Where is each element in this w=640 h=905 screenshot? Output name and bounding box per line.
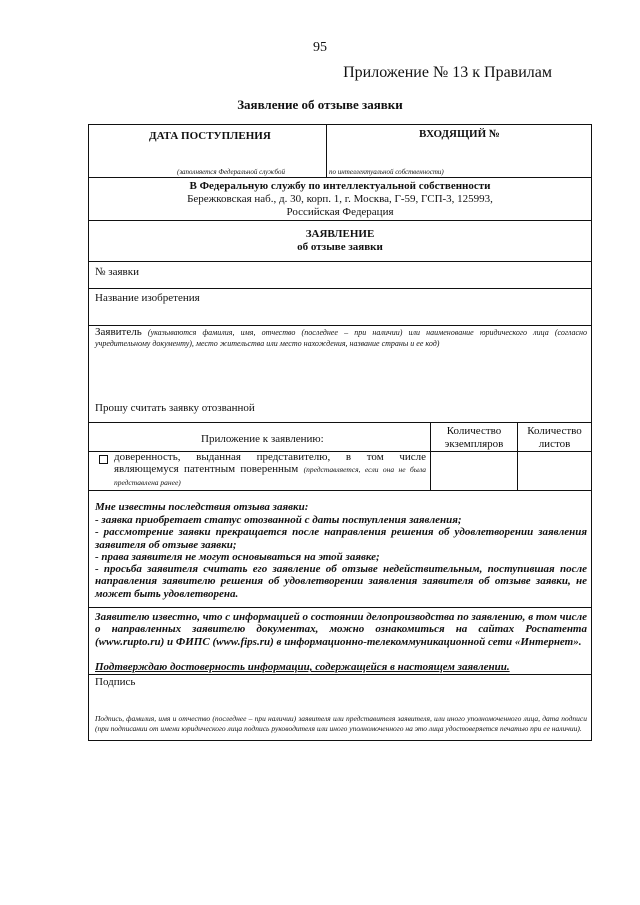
consequences-list [95,514,587,600]
page-number: 95 [313,40,327,55]
divider [89,288,591,289]
consequence-item: - рассмотрение заявки прекращается после направления решения об удовлетворении заявления заявителя об отзыве заявки; [95,526,587,551]
divider [89,490,591,491]
divider [89,220,591,221]
signature-note: Подпись, фамилия, имя и отчество (последнее – при наличии) заявителя или представителя заявителя, или иного уполномоченного лица, дата подписи (при подписании от имени юридического лица подпись руководителя или иного уполномоченного на это лица удостоверяется печатью при ее наличии). [95,714,587,733]
filled-note-right: по интеллектуальной собственности) [329,168,444,176]
consequence-item: - просьба заявителя считать его заявление об отзыве недействительным, поступившая после направления заявителю решения об удовлетворении заявления заявителя об отзыве заявки, не может быть удовлетворена. [95,563,587,600]
applicant-label: Заявитель [95,326,142,338]
statement-subtitle: об отзыве заявки [297,241,383,253]
consequences-title: Мне известны последствия отзыва заявки: [95,501,309,513]
attachments-header: Приложение к заявлению: [201,433,324,445]
attachment-item-note: (представляется, если она не была представлена ранее) [114,465,426,487]
power-of-attorney-checkbox[interactable] [99,455,108,464]
divider [89,261,591,262]
applicant-note: (указываются фамилия, имя, отчество (последнее – при наличии) или наименование юридического лица (согласно учредительному документу), место жительства или место нахождения, название страны и ее код) [95,328,588,348]
appendix-caption: Приложение № 13 к Правилам [343,64,552,81]
filled-note-left: (заполняется Федеральной службой [177,168,285,176]
divider [89,607,591,608]
signature-label: Подпись [95,676,136,688]
confirmation-text: Подтверждаю достоверность информации, содержащейся в настоящем заявлении. [95,661,510,673]
divider [89,325,591,326]
attachment-item-text: доверенность, выданная представителю, в том числе являющемуся патентным поверенным [114,451,426,475]
incoming-number-label: ВХОДЯЩИЙ № [419,128,500,140]
application-number-label: № заявки [95,266,139,278]
attachment-item [114,451,426,489]
application-form [88,124,592,741]
request-text: Прошу считать заявку отозванной [95,402,255,414]
addressee-line1: В Федеральную службу по интеллектуальной собственности [189,180,491,192]
divider [89,177,591,178]
consequence-item: - права заявителя не могут основываться на этой заявке; [95,550,380,563]
copies-column-header: Количество экземпляров [444,425,504,450]
consequence-item: - заявка приобретает статус отозванной с даты поступления заявления; [95,514,462,526]
addressee-line2: Бережковская наб., д. 30, корп. 1, г. Москва, Г-59, ГСП-3, 125993, [187,193,493,205]
divider [89,674,591,675]
date-received-label: ДАТА ПОСТУПЛЕНИЯ [149,130,271,142]
applicant-block [95,327,587,349]
document-title: Заявление об отзыве заявки [237,97,403,112]
addressee-line3: Российская Федерация [286,206,394,218]
statement-title: ЗАЯВЛЕНИЕ [305,228,375,240]
sheets-column-header: Количество листов [527,425,582,450]
invention-name-label: Название изобретения [95,292,200,304]
header-divider [326,125,327,177]
notice-text: Заявителю известно, что с информацией о состоянии делопроизводства по заявлению, в том числе о направленных заявителю документах, можно ознакомиться на сайтах Роспатента (www.rupto.ru) и ФИПС (www.fips.ru) в информационно-телекоммуникационной сети «Интернет». [95,611,587,648]
divider [89,422,591,423]
